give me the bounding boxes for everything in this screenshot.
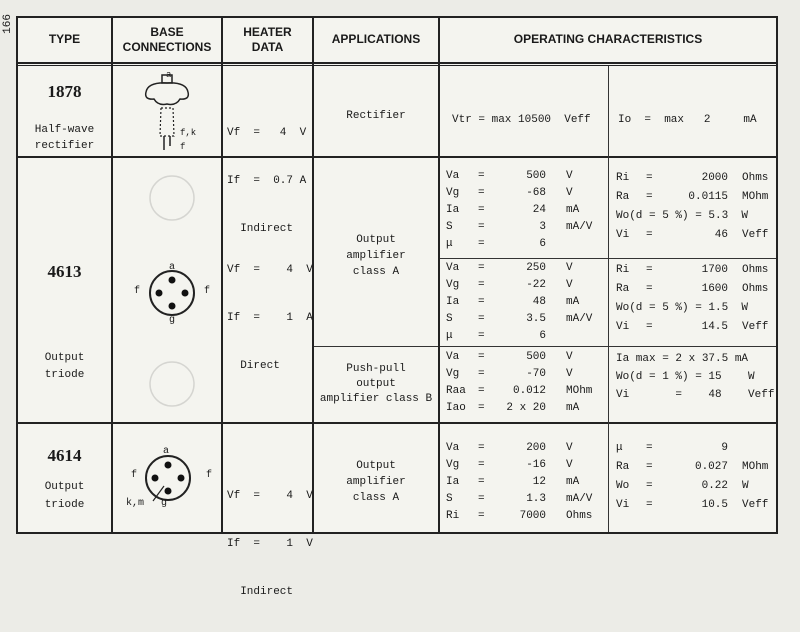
desc-4614-line1: Output — [44, 481, 85, 493]
op-4614-left-cell: 200 — [526, 442, 546, 454]
op-4613-b-left-cell: = — [478, 351, 485, 363]
op-4613-a1-right-cell: 2000 — [701, 172, 728, 184]
app-4614-line1: Output — [356, 460, 396, 472]
heater-1878-vf: Vf = 4 V — [227, 127, 307, 139]
op-4613-a1-right-cell: 46 — [714, 229, 728, 241]
op-4613-a2-left-cell: = — [478, 313, 485, 325]
app-4613-b-line3: amplifier class B — [319, 393, 433, 405]
heater-4613-vf: Vf = 4 V — [227, 264, 313, 276]
op-4613-a1-left-cell: = — [478, 238, 485, 250]
op-4613-a2-right-cell: 1600 — [701, 283, 728, 295]
op-4613-a1-left-cell: μ — [446, 238, 453, 250]
heater-4613-if: If = 1 A — [227, 312, 313, 324]
op-4613-a2-left-cell: S — [446, 313, 453, 325]
op-4614-left-cell: = — [478, 476, 485, 488]
pin-label-f-1878: f — [180, 142, 186, 152]
heater-1878-type: Indirect — [227, 223, 294, 235]
op-4613-a2-left-cell: Vg — [446, 279, 460, 291]
desc-1878-line2: rectifier — [34, 140, 95, 152]
op-4614-right-cell: = — [646, 442, 653, 454]
heater-4614-vf: Vf = 4 V — [227, 490, 313, 502]
desc-4614-line2: triode — [44, 499, 85, 511]
op-4613-a1-right-cell: Ohms — [742, 172, 769, 184]
op-4614-left-cell: mA/V — [566, 493, 593, 505]
page-number: 166 — [2, 14, 14, 34]
desc-1878 — [18, 122, 111, 154]
op-4613-a2-left-cell: mA — [566, 296, 580, 308]
header-operating-characteristics: OPERATING CHARACTERISTICS — [513, 32, 703, 46]
header-applications: APPLICATIONS — [331, 32, 421, 46]
op-4613-a2-left-cell: -22 — [526, 279, 546, 291]
op-4613-a2-left-cell: V — [566, 262, 573, 274]
op-4613-a1-right-cell: = — [646, 229, 653, 241]
op-4614-left-cell: Ohms — [566, 510, 593, 522]
op-4614-left-cell: = — [478, 442, 485, 454]
op-4613-a2-right-cell: Vi — [616, 321, 630, 333]
desc-4613 — [18, 350, 111, 384]
op-4613-a1-left-cell: = — [478, 170, 485, 182]
app-4613-b-line1: Push-pull — [346, 363, 406, 375]
op-4613-a1-left-cell: S — [446, 221, 453, 233]
op-4613-a1-right-cell: Vi — [616, 229, 630, 241]
op-4613-a1-right-cell: 0.0115 — [688, 191, 728, 203]
pin-label-f-right-4614: f — [206, 470, 213, 481]
op-4614-right-cell: Veff — [742, 499, 769, 511]
op-4613-a2-left-cell: 3.5 — [526, 313, 546, 325]
op-4613-a2-right-cell: = — [646, 321, 653, 333]
op-4613-b-left-cell: Vg — [446, 368, 460, 380]
op-4614-left-cell: S — [446, 493, 453, 505]
op-4613-a1-right-cell: Ra — [616, 191, 630, 203]
heater-1878-if: If = 0.7 A — [227, 175, 307, 187]
app-4614-line3: class A — [352, 492, 400, 504]
op-4614-right-cell: = — [646, 480, 653, 492]
op-4614-right-cell: = — [646, 499, 653, 511]
op-4613-a1-left-cell: 24 — [532, 204, 546, 216]
op-4614-left-cell: = — [478, 459, 485, 471]
header-base-connections: BASE CONNECTIONS — [122, 25, 212, 54]
op-4613-a1-right-cell: = — [646, 172, 653, 184]
op-4613-a1-right-cell: Veff — [742, 229, 769, 241]
pin-label-f-left-4613: f — [134, 286, 141, 297]
op-4613-a2-right-cell: Ra — [616, 283, 630, 295]
app-4613-b-line2: output — [356, 378, 396, 390]
op-4613-a2-left-cell: 6 — [539, 330, 546, 342]
op-4613-b-left-cell: 500 — [526, 351, 546, 363]
ghost-base-diagram-2 — [142, 354, 202, 414]
type-4614: 4614 — [47, 446, 82, 465]
op-4614-right-cell: Wo — [616, 480, 630, 492]
op-4613-a2-left-cell: 250 — [526, 262, 546, 274]
op-4613-b-left-cell: = — [478, 368, 485, 380]
op-4613-a1-left-cell: 6 — [539, 238, 546, 250]
pin-label-g-4613: g — [169, 315, 176, 326]
op-4613-b-left-cell: V — [566, 351, 573, 363]
app-4613-a-line2: amplifier — [346, 250, 406, 262]
op-4614-left-cell: Ia — [446, 476, 460, 488]
op-4613-b-right-row: Ia max = 2 x 37.5 mA — [616, 353, 749, 365]
op-4613-a1-right-cell: Wo(d = 5 %) = 5.3 W — [616, 210, 749, 222]
pin-label-f-right-4613: f — [204, 286, 211, 297]
heater-4614-type: Indirect — [227, 586, 294, 598]
op-4613-b-left-cell: Va — [446, 351, 460, 363]
op-4613-a2-left-cell: mA/V — [566, 313, 593, 325]
tube-data-table — [16, 16, 778, 598]
op-4613-b-left-cell: Iao — [446, 402, 466, 414]
desc-4614 — [18, 478, 111, 514]
op-4613-a1-left-cell: Ia — [446, 204, 460, 216]
op-4614-right-cell: = — [646, 461, 653, 473]
op-4613-a2-left-cell: = — [478, 296, 485, 308]
op-4613-a2-left-cell: μ — [446, 330, 453, 342]
op-4614-left-cell: Vg — [446, 459, 460, 471]
op-4613-a1-left-cell: = — [478, 187, 485, 199]
op-4614-left-cell: V — [566, 442, 573, 454]
op-4613-b-left-cell: -70 — [526, 368, 546, 380]
pin-label-g-4614: g — [161, 498, 168, 509]
op-4613-b-left-cell: 0.012 — [512, 385, 546, 397]
op-4613-b-left-cell: MOhm — [566, 385, 593, 397]
op-4614-left-cell: 7000 — [519, 510, 546, 522]
op-4614-left-cell: Va — [446, 442, 460, 454]
op-4613-b-left-cell: = — [478, 402, 485, 414]
op-4613-a2-right-cell: Wo(d = 5 %) = 1.5 W — [616, 302, 749, 314]
op-4614-left-cell: Ri — [446, 510, 460, 522]
op-4613-a1-left-cell: V — [566, 187, 573, 199]
op-4613-a1-left-cell: mA/V — [566, 221, 593, 233]
op-4614-left-cell: mA — [566, 476, 580, 488]
pin-label-f-left-4614: f — [131, 470, 138, 481]
op-4613-a2-left-cell: Va — [446, 262, 460, 274]
op-4614-left-cell: -16 — [526, 459, 546, 471]
desc-1878-line1: Half-wave — [34, 124, 95, 136]
op-4613-b-left-cell: 2 x 20 — [506, 402, 546, 414]
op-1878-io: Io = max 2 mA — [618, 114, 757, 126]
type-4613: 4613 — [47, 262, 82, 281]
op-4614-right-cell: 10.5 — [701, 499, 728, 511]
app-4613-push-pull — [314, 362, 438, 407]
op-1878-vtr: Vtr = max 10500 Veff — [452, 114, 591, 126]
app-4613-class-a — [314, 232, 438, 280]
header-heater-data: HEATER DATA — [243, 25, 292, 54]
op-4613-a2-right-cell: 14.5 — [701, 321, 728, 333]
op-4613-b-left-cell: mA — [566, 402, 580, 414]
op-4613-a2-right-cell: 1700 — [701, 264, 728, 276]
app-1878: Rectifier — [346, 110, 406, 122]
op-4614-left-cell: = — [478, 493, 485, 505]
op-4614-right-cell: 9 — [721, 442, 728, 454]
app-4613-a-line1: Output — [356, 234, 396, 246]
op-4613-a1-left-cell: Vg — [446, 187, 460, 199]
op-4613-a1-left-cell: = — [478, 204, 485, 216]
op-4613-a1-left-cell: 3 — [539, 221, 546, 233]
pin-label-a-4614: a — [163, 446, 170, 457]
op-4613-a1-left-cell: mA — [566, 204, 580, 216]
op-4613-a2-right-cell: Ohms — [742, 264, 769, 276]
heater-4614 — [227, 456, 313, 632]
heater-4613-type: Direct — [227, 360, 280, 372]
op-4613-a2-left-cell: V — [566, 279, 573, 291]
op-4613-a2-left-cell: = — [478, 279, 485, 291]
app-4614-line2: amplifier — [346, 476, 406, 488]
op-4613-a2-right-cell: Ohms — [742, 283, 769, 295]
heater-4613 — [227, 230, 313, 406]
desc-4613-line1: Output — [44, 352, 85, 364]
app-4614 — [314, 458, 438, 506]
op-4614-left-cell: 1.3 — [526, 493, 546, 505]
op-4614-left-cell: V — [566, 459, 573, 471]
op-4613-a2-right-cell: = — [646, 283, 653, 295]
op-4613-a1-left-cell: Va — [446, 170, 460, 182]
op-4613-a1-right-cell: MOhm — [742, 191, 769, 203]
op-4613-b-left-cell: V — [566, 368, 573, 380]
op-4613-b-left-cell: Raa — [446, 385, 466, 397]
header-type: TYPE — [48, 32, 81, 46]
op-4613-a2-left-cell: Ia — [446, 296, 460, 308]
op-4614-right-cell: 0.22 — [701, 480, 728, 492]
op-4613-a2-left-cell: 48 — [532, 296, 546, 308]
heater-4614-if: If = 1 V — [227, 538, 313, 550]
base-diagram-1878 — [128, 70, 208, 154]
ghost-base-diagram-1 — [142, 168, 202, 228]
type-1878: 1878 — [47, 82, 82, 101]
op-4613-b-right-row: Vi = 48 Veff — [616, 389, 775, 401]
op-4613-a2-right-cell: Ri — [616, 264, 630, 276]
op-4614-left-cell: = — [478, 510, 485, 522]
op-4614-right-cell: Vi — [616, 499, 630, 511]
op-4614-right-cell: Ra — [616, 461, 630, 473]
op-4613-b-right-row: Wo(d = 1 %) = 15 W — [616, 371, 755, 383]
op-4613-a1-left-cell: 500 — [526, 170, 546, 182]
op-4614-right-cell: W — [742, 480, 749, 492]
pin-label-a-4613: a — [169, 262, 176, 273]
op-4614-right-cell: 0.027 — [694, 461, 728, 473]
op-4613-a1-right-cell: Ri — [616, 172, 630, 184]
op-4613-a2-left-cell: = — [478, 330, 485, 342]
op-4613-a1-left-cell: -68 — [526, 187, 546, 199]
op-4613-a2-left-cell: = — [478, 262, 485, 274]
op-4613-a2-right-cell: = — [646, 264, 653, 276]
op-4614-right-cell: μ — [616, 442, 623, 454]
pin-label-a-1878: a — [166, 70, 172, 80]
app-4613-a-line3: class A — [352, 266, 400, 278]
op-4613-a1-right-cell: = — [646, 191, 653, 203]
pin-label-km-4614: k,m — [126, 498, 145, 509]
op-4613-b-left-cell: = — [478, 385, 485, 397]
op-4614-left-cell: 12 — [532, 476, 546, 488]
desc-4613-line2: triode — [44, 369, 85, 381]
op-4613-a2-right-cell: Veff — [742, 321, 769, 333]
op-4614-right-cell: MOhm — [742, 461, 769, 473]
pin-label-fk-1878: f,k — [180, 128, 197, 138]
op-4613-a1-left-cell: V — [566, 170, 573, 182]
op-4613-a1-left-cell: = — [478, 221, 485, 233]
